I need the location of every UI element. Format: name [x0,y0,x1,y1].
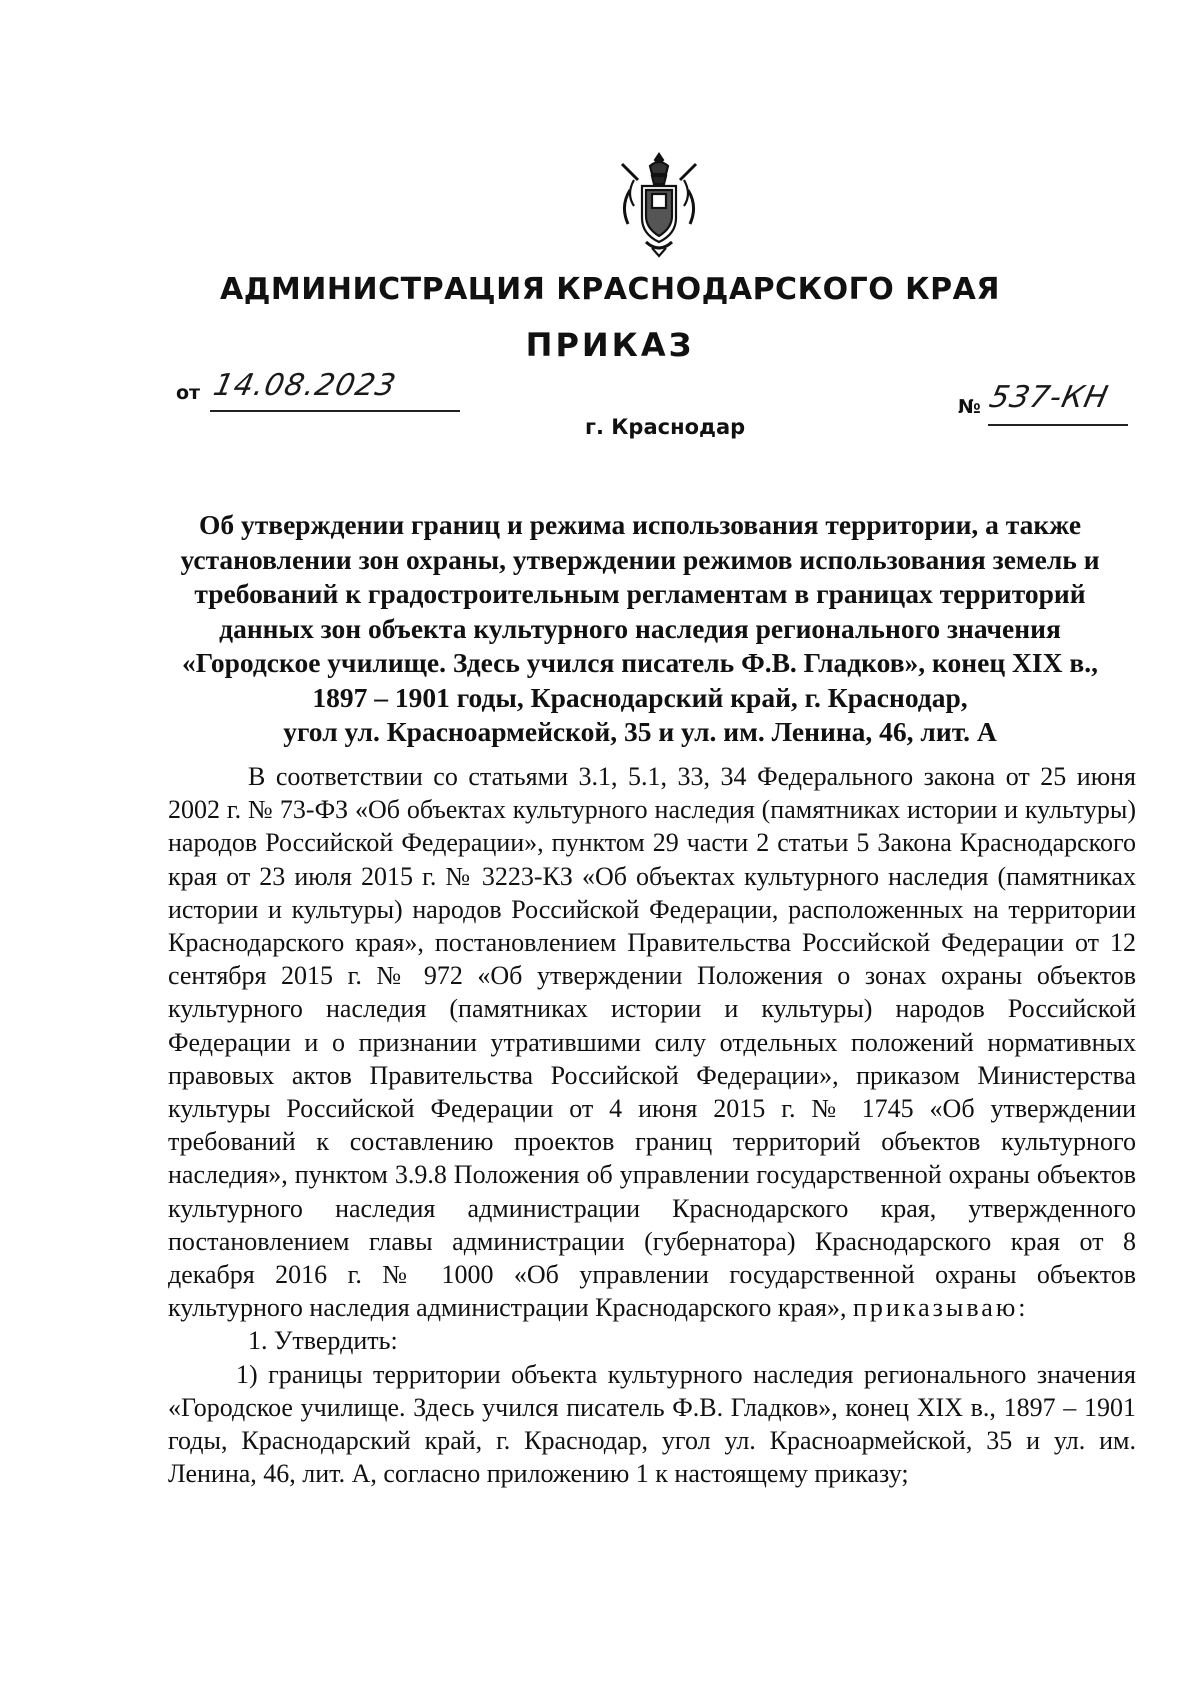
document-type: ПРИКАЗ [525,326,695,364]
document-title [150,508,1130,750]
date-underline [210,410,460,412]
title-line: требований к градостроительным регламентам в границах территорий [194,578,1086,609]
coat-of-arms-icon [616,150,702,260]
date-prefix: от [176,382,201,404]
document-body [168,760,1136,1490]
title-line: угол ул. Красноармейской, 35 и ул. им. Ленина, 46, лит. А [283,716,997,747]
city: г. Краснодар [585,415,746,439]
date-value: 14.08.2023 [210,368,400,403]
organization-name: АДМИНИСТРАЦИЯ КРАСНОДАРСКОГО КРАЯ [220,272,1000,307]
order-word: приказываю: [853,1293,1029,1323]
title-line: данных зон объекта культурного наследия регионального значения [219,612,1061,644]
number-prefix: № [958,396,981,418]
number-underline [988,424,1128,426]
item-1-1: 1) границы территории объекта культурного наследия регионального значения «Городское училище. Здесь учился писатель Ф.В. Гладков», конец XIX в., 1897 – 1901 годы, Краснодарский край, г. Краснодар, угол ул. Красноармейской, 35 и ул. им. Ленина, 46, лит. А, согласно приложению 1 к настоящему приказу; [168,1359,1136,1489]
item-1: 1. Утвердить: [248,1326,398,1356]
preamble-paragraph [168,760,1136,1324]
title-line: «Городское училище. Здесь учился писатель Ф.В. Гладков», конец XIX в., [182,647,1098,678]
title-line: установлении зон охраны, утверждении режимов использования земель и [180,543,1100,575]
title-line: Об утверждении границ и режима использования территории, а также [198,509,1082,540]
title-line: 1897 – 1901 годы, Краснодарский край, г. Краснодар, [312,681,968,713]
preamble-text: В соответствии со статьями 3.1, 5.1, 33, 34 Федерального закона от 25 июня 2002 г. № 73-ФЗ «Об объектах культурного наследия (памятниках истории и культуры) народов Российской Федерации», пунктом 29 части 2 статьи 5 Закона Краснодарского края от 23 июля 2015 г. № 3223-КЗ «Об объектах культурного наследия (памятниках истории и культуры) народов Российской Федерации, расположенных на территории Краснодарского края», постановлением Правительства Российской Федерации от 12 сентября 2015 г. № 972 «Об утверждении Положения о зонах охраны объектов культурного наследия (памятниках истории и культуры) народов Российской Федерации и о признании утратившими силу отдельных положений нормативных правовых актов Правительства Российской Федерации», приказом Министерства культуры Российской Федерации от 4 июня 2015 г. № 1745 «Об утверждении требований к составлению проектов границ территорий объектов культурного наследия», пунктом 3.9.8 Положения об управлении государственной охраны объектов культурного наследия администрации Краснодарского края, утвержденного постановлением главы администрации (губернатора) Краснодарского края от 8 декабря 2016 г. № 1000 «Об управлении государственной охраны объектов культурного наследия администрации Краснодарского края», [168,762,1136,1323]
number-value: 537-КН [986,380,1112,415]
